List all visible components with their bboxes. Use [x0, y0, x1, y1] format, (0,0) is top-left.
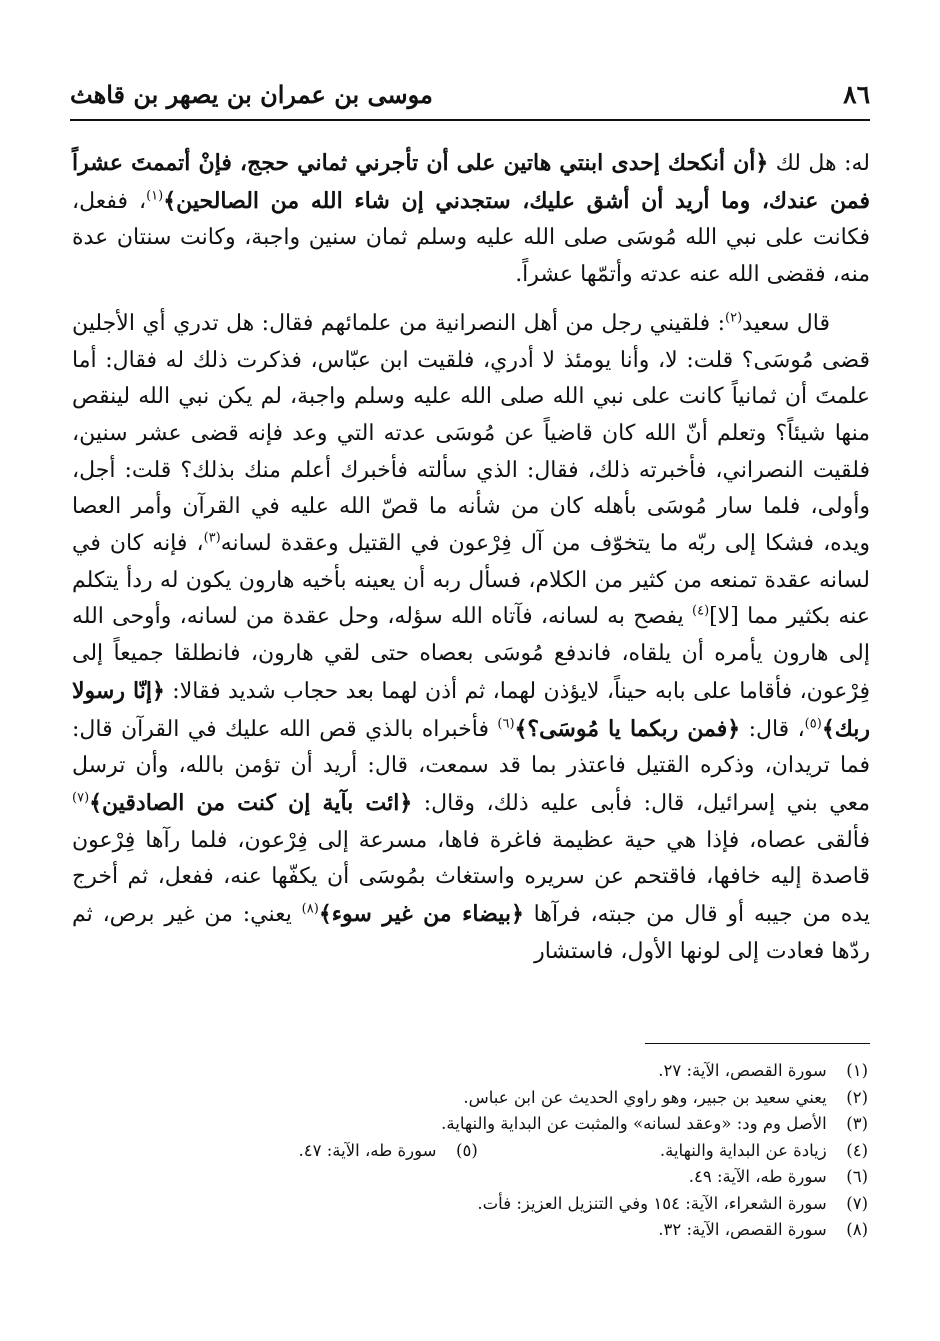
footnote-number: (٣): [846, 1114, 868, 1133]
footnote-text: سورة القصص، الآية: ٣٢.: [658, 1220, 827, 1239]
paragraph-2: [72, 306, 870, 971]
quran-quote: ﴿فمن ربكما يا مُوسَى؟﴾: [514, 715, 741, 742]
footnote-number: (٥): [456, 1140, 478, 1160]
footnote-6: [72, 1164, 868, 1191]
footnote-ref: (٣): [203, 530, 221, 546]
footnote-number: (٧): [846, 1193, 868, 1213]
footnote-row-4-5: [72, 1138, 868, 1165]
footnote-8: [72, 1217, 868, 1244]
footnote-1: [72, 1058, 868, 1085]
footnote-5: [299, 1141, 478, 1160]
footnotes: [72, 1058, 868, 1244]
footnote-number: (٢): [846, 1087, 868, 1107]
footnote-ref: (٤): [692, 604, 710, 620]
text-run: فألقى عصاه، فإذا هي حية عظيمة فاغرة فاها، مسرعة إلى فِرْعون، فلما رآها فِرْعون قاصدة إليه خافها، فاقتحم عن سريره واستغاث بمُوسَى أن يكفّها عنه، ففعل، ثم أخرج يده من جيبه أو قال من جبته، فرآها: [72, 827, 870, 928]
footnote-text: زيادة عن البداية والنهاية.: [659, 1140, 827, 1160]
text-run: ، ففعل، فكانت على نبي الله مُوسَى صلى الله عليه وسلم ثمان سنين واجبة، وكانت سنتان عدة منه، فقضى الله عنه عدته وأتمّها عشراً.: [72, 188, 870, 288]
text-run: ، فإنه كان في لسانه عقدة تمنعه من كثير من الكلام، فسأل ربه أن يعينه بأخيه هارون يكون له ردأ يتكلم عنه بكثير مما [لا]: [72, 531, 870, 630]
footnote-ref: (٥): [804, 716, 822, 732]
footnote-ref: (٦): [497, 716, 515, 732]
quran-quote: ﴿أن أنكحك إحدى ابنتي هاتين على أن تأجرني ثماني حجج، فإنْ أتممتَ عشراً فمن عندك، وما أريد أن أشق عليك، ستجدني إن شاء الله من الصالحين﴾: [72, 150, 870, 214]
page-number: ٨٦: [843, 80, 870, 109]
footnote-ref: (١): [146, 188, 164, 204]
footnote-3: [72, 1111, 868, 1138]
text-run: يعني: من غير برص، ثم ردّها فعادت إلى لونها الأول، فاستشار: [72, 902, 870, 964]
footnote-text: سورة طه، الآية: ٤٧.: [298, 1140, 437, 1160]
footnote-text: سورة الشعراء، الآية: ١٥٤ وفي التنزيل العزيز: فأت.: [477, 1193, 827, 1213]
footnote-ref: (٧): [72, 790, 90, 806]
footnote-ref: (٢): [725, 310, 743, 326]
quran-quote: ﴿إنّا رسولا ربك﴾: [72, 677, 870, 742]
footnote-number: (٨): [846, 1220, 868, 1239]
footnote-text: سورة طه، الآية: ٤٩.: [688, 1167, 827, 1186]
footnote-ref: (٨): [301, 901, 319, 917]
footnote-number: (٦): [846, 1167, 868, 1186]
footnote-2: [72, 1085, 868, 1112]
text-run: قال سعيد: [742, 310, 830, 336]
quran-quote: ﴿ائت بآية إن كنت من الصادقين﴾: [89, 789, 413, 816]
main-text: [72, 145, 870, 970]
footnote-text: الأصل وم ود: «وعقد لسانه» والمثبت عن البداية والنهاية.: [441, 1114, 827, 1133]
header-rule: [70, 119, 870, 121]
paragraph-1: [72, 145, 870, 294]
footnote-text: سورة القصص، الآية: ٢٧.: [658, 1061, 827, 1080]
text-run: : فلقيني رجل من أهل النصرانية من علمائهم فقال: هل تدري أي الأجلين قضى مُوسَى؟ قلت: لا، وأنا يومئذ لا أدري، فلقيت ابن عبّاس، فذكرت ذلك له فقال: أما علمتَ أن ثمانياً كانت على نبي الله صلى الله عليه وسلم واجبة، لم يكن نبي الله لينقص منها شيئاً؟ وتعلم أنّ الله كان قاضياً عن مُوسَى عدته التي وعد فإنه قضى عشر سنين، فلقيت النصراني، فأخبرته ذلك، فقال: الذي سألته فأخبرك أعلم منك بذلك؟ قلت: أجل، وأولى، فلما سار مُوسَى بأهله كان من شأنه ما قصّ الله عليه في القرآن وأمر العصا ويده، فشكا إلى ربّه ما يتخوّف من آل فِرْعون في القتيل وعقدة لسانه: [72, 310, 871, 557]
footnote-number: (٤): [846, 1140, 868, 1160]
footnote-7: [72, 1191, 868, 1218]
footnote-number: (١): [846, 1061, 868, 1080]
text-run: له: هل لك: [768, 151, 870, 176]
running-title: موسى بن عمران بن يصهر بن قاهث: [70, 80, 433, 109]
text-run: ، قال:: [740, 716, 805, 742]
footnote-separator: [645, 1043, 870, 1044]
text-run: فأخبراه بالذي قص الله عليك في القرآن قال: فما تريدان، وذكره القتيل فاعتذر بما قد سمعت، قال: أريد أن تؤمن بالله، وأن ترسل معي بني إسرائيل، قال: فأبى عليه ذلك، وقال:: [72, 716, 870, 816]
page-header: [70, 80, 870, 116]
text-run: يفصح به لسانه، فآتاه الله سؤله، وحل عقدة من لسانه، وأوحى الله إلى هارون يأمره أن يلقاه، فاندفع مُوسَى بعصاه حتى لقي هارون، فانطلقا جميعاً إلى فِرْعون، فأقاما على بابه حيناً، لايؤذن لهما، ثم أذن لهما بعد حجاب شديد فقالا:: [72, 604, 870, 704]
footnote-text: يعني سعيد بن جبير، وهو راوي الحديث عن ابن عباس.: [463, 1087, 827, 1107]
quran-quote: ﴿بيضاء من غير سوء﴾: [318, 901, 524, 928]
footnote-4: [483, 1138, 868, 1165]
